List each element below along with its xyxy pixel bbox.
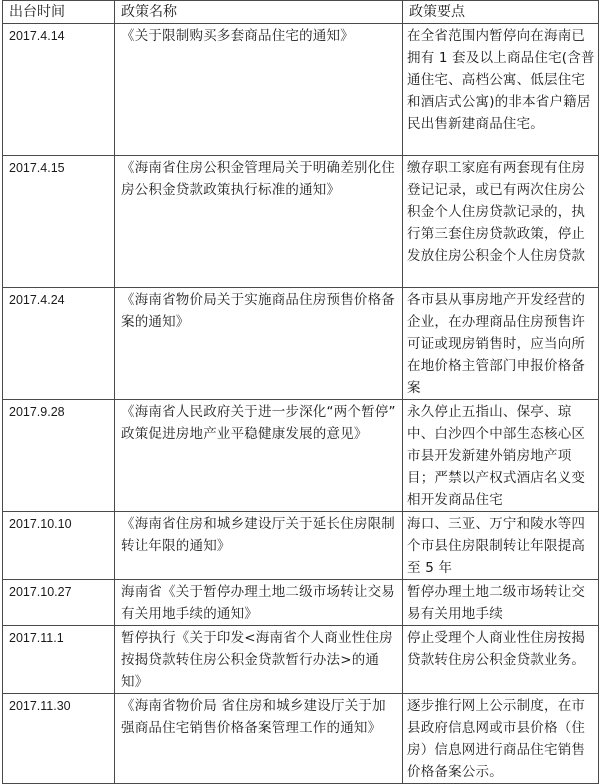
- row-policy-name: 《关于限制购买多套商品住宅的通知》: [115, 24, 403, 156]
- row-policy-points: 永久停止五指山、保亭、琼中、白沙四个中部生态核心区市县开发新建外销房地产项目；严禁以产权式酒店名义变相开发商品住宅: [403, 400, 599, 512]
- row-date: 2017.10.10: [3, 512, 115, 580]
- table-row: [3, 512, 599, 580]
- table-row: [3, 580, 599, 626]
- row-policy-name: 《海南省物价局 省住房和城乡建设厅关于加强商品住宅销售价格备案管理工作的通知》: [115, 694, 403, 784]
- row-policy-name: 《海南省住房和城乡建设厅关于延长住房限制转让年限的通知》: [115, 512, 403, 580]
- header-policy-points: 政策要点: [403, 1, 599, 24]
- table-row: [3, 400, 599, 512]
- row-policy-points: 缴存职工家庭有两套现有住房登记记录，或已有两次住房公积金个人住房贷款记录的，执行第三套住房贷款政策，停止发放住房公积金个人住房贷款: [403, 156, 599, 288]
- row-date: 2017.4.14: [3, 24, 115, 156]
- row-policy-name: 《海南省物价局关于实施商品住房预售价格备案的通知》: [115, 288, 403, 400]
- row-date: 2017.10.27: [3, 580, 115, 626]
- row-policy-name: 《海南省住房公积金管理局关于明确差别化住房公积金贷款政策执行标准的通知》: [115, 156, 403, 288]
- header-date: 出台时间: [3, 1, 115, 24]
- policy-table: [2, 0, 599, 784]
- row-date: 2017.4.15: [3, 156, 115, 288]
- row-date: 2017.11.30: [3, 694, 115, 784]
- row-policy-points: 各市县从事房地产开发经营的企业，在办理商品住房预售许可证或现房销售时，应当向所在地价格主管部门申报价格备案: [403, 288, 599, 400]
- table-row: [3, 288, 599, 400]
- row-policy-points: 暂停办理土地二级市场转让交易有关用地手续: [403, 580, 599, 626]
- table-row: [3, 694, 599, 784]
- row-policy-name: 暂停执行《关于印发<海南省个人商业性住房按揭贷款转住房公积金贷款暂行办法>的通知》: [115, 626, 403, 694]
- row-date: 2017.9.28: [3, 400, 115, 512]
- row-date: 2017.4.24: [3, 288, 115, 400]
- row-policy-name: 《海南省人民政府关于进一步深化“两个暂停” 政策促进房地产业平稳健康发展的意见》: [115, 400, 403, 512]
- row-policy-points: 逐步推行网上公示制度，在市县政府信息网或市县价格（住房）信息网进行商品住宅销售价格备案公示。: [403, 694, 599, 784]
- table-row: [3, 156, 599, 288]
- table-row: [3, 626, 599, 694]
- row-policy-points: 在全省范围内暂停向在海南已拥有 1 套及以上商品住宅(含普通住宅、高档公寓、低层住宅和酒店式公寓)的非本省户籍居民出售新建商品住宅。: [403, 24, 599, 156]
- row-policy-points: 海口、三亚、万宁和陵水等四个市县住房限制转让年限提高至 5 年: [403, 512, 599, 580]
- table-row: [3, 24, 599, 156]
- row-policy-points: 停止受理个人商业性住房按揭贷款转住房公积金贷款业务。: [403, 626, 599, 694]
- row-date: 2017.11.1: [3, 626, 115, 694]
- row-policy-name: 海南省《关于暂停办理土地二级市场转让交易有关用地手续的通知》: [115, 580, 403, 626]
- table-header-row: [3, 1, 599, 24]
- header-policy-name: 政策名称: [115, 1, 403, 24]
